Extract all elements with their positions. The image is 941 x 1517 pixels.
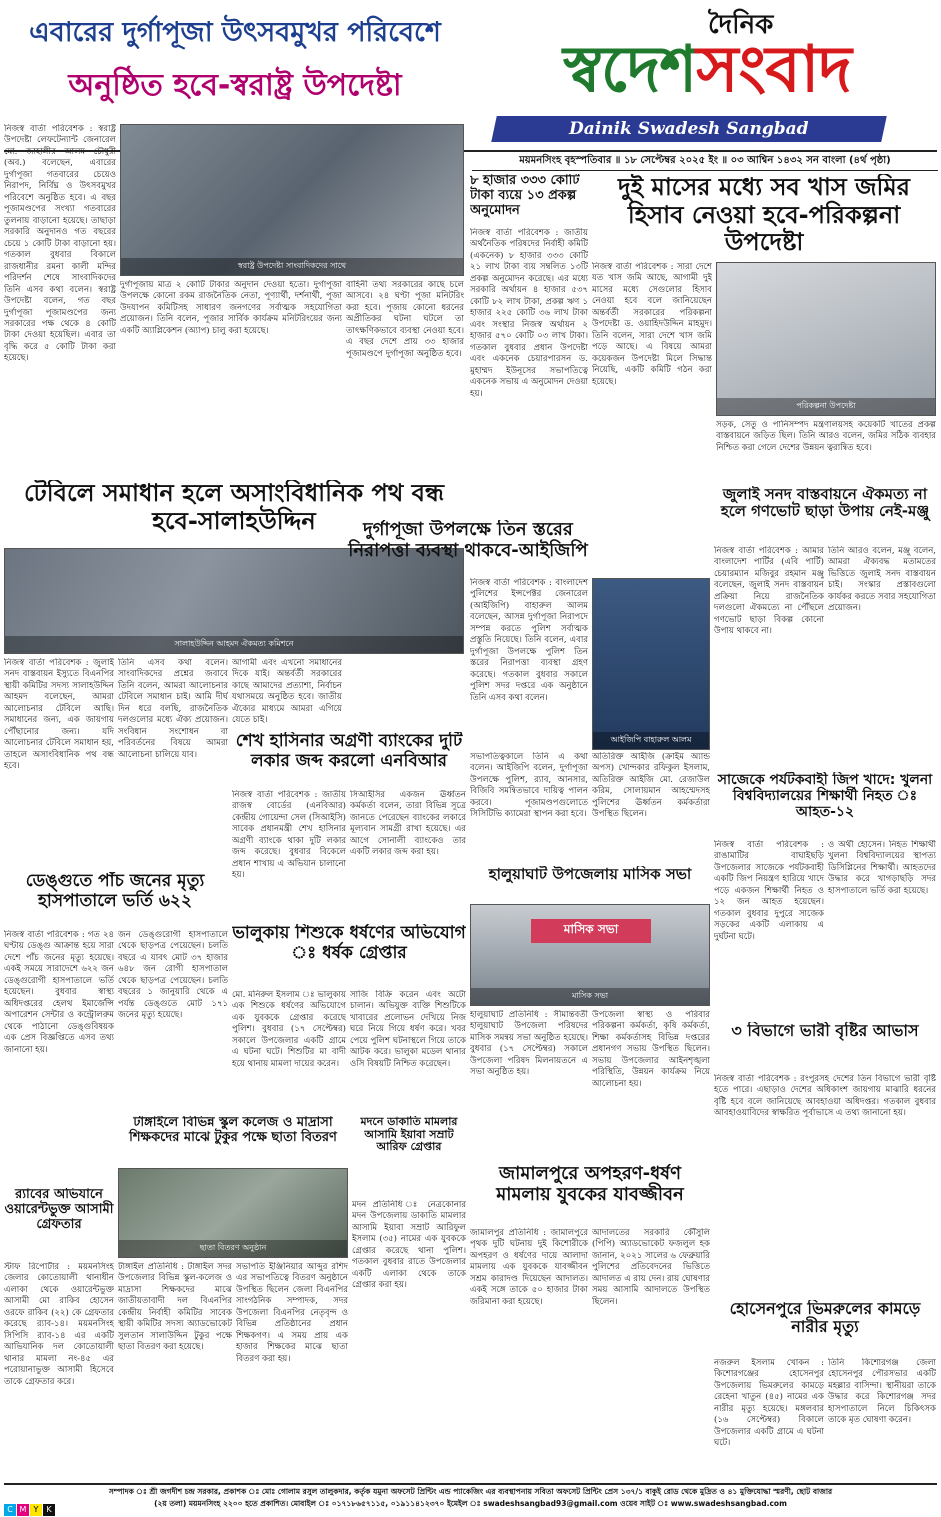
july-charter-body: নিজস্ব বার্তা পরিবেশক : আমার বাংলাদেশ পার্টির (এবি পার্টি) চেয়ারম্যান মজিবুর রহমান মঞ্জু বলেছেন, জুলাই সনদ বাস্তবায়ন প্রক্রিয়া নিয়ে রাজনৈতিক দলগুলো ঐকমত্যে না পৌঁছলে গণভোট ছাড়া বিকল্প কোনো উপায় থাকবে না। <box>714 546 824 637</box>
salahuddin-body2: তিনি এসব কথা বলেন। সাংবাদিকদের প্রশ্নের জবাবে তিনি বলেন, আমরা আলোচনার টেবিলে সমাধান চাই। আমি দীর্ঘ দিন ধরে বলছি, রাজনৈতিক দলগুলোর মধ্যে ঐক্য প্রয়োজন। সংবিধান সংশোধন বা পরিবর্তনের বিষয়ে আমরা আলোচনা চালিয়ে যাব। <box>118 658 228 760</box>
cmyk-m: M <box>17 1504 29 1516</box>
adviser-portrait-caption: পরিকল্পনা উপদেষ্টা <box>717 398 935 415</box>
khulna-body: নিজস্ব বার্তা পরিবেশক : রাঙামাটির বাঘাইছড়ি উপজেলার সাজেকে পর্যটকবাহী একটি জিপ নিয়ন্ত্রণ হারিয়ে খাদে পড়ে একজন শিক্ষার্থী নিহত ও ১২ জন আহত হয়েছেন। গতকাল বুধবার দুপুরে সাজেক সড়কের একটি এলাকায় এ দুর্ঘটনা ঘটে। <box>714 840 824 942</box>
dengue-headline: ডেঙ্গুতে পাঁচ জনের মৃত্যু হাসপাতালে ভর্তি ৬২২ <box>25 872 205 911</box>
jamalpur-headline: জামালপুরে অপহরণ-ধর্ষণ মামলায় যুবকের যাবজ্জীবন <box>496 1164 684 1205</box>
jamalpur-body: জামালপুর প্রতিনিধি : জামালপুরে পৃথক দুটি ঘটনায় দুই কিশোরীকে অপহরণ ও ধর্ষণের দায়ে আলাদা মামলায় এক যুবককে যাবজ্জীবন সশ্রম কারাদণ্ড দিয়েছেন আদালত। একই সঙ্গে তাকে ৫০ হাজার টাকা জরিমানা করা হয়েছে। <box>470 1228 588 1307</box>
projects-headline: ৮ হাজার ৩৩৩ কোটি টাকা ব্যয়ে ১৩ প্রকল্প অনুমোদন <box>470 174 580 218</box>
projects-body: নিজস্ব বার্তা পরিবেশক : জাতীয় অর্থনৈতিক পরিষদের নির্বাহী কমিটি (একনেক) ৮ হাজার ৩৩৩ কোটি ২১ লাখ টাকা ব্যয় সম্বলিত ১৩টি প্রকল্প অনুমোদন করেছে। এর মধ্যে সরকারি অর্থায়ন ৪ হাজার ৫৩৭ কোটি ৮২ লাখ টাকা, প্রকল্প ঋণ ১ হাজার ২২৫ কোটি ৩৬ লাখ টাকা এবং সংস্থার নিজস্ব অর্থায়ন ২ হাজার ৫৭০ কোটি ০৩ লাখ টাকা। গতকাল বুধবার প্রধান উপদেষ্টা এবং একনেক চেয়ারপারসন ড. মুহাম্মদ ইউনূসের সভাপতিত্বে একনেক সভায় এ অনুমোদন দেওয়া হয়। <box>470 228 588 399</box>
cmyk-y: Y <box>30 1504 42 1516</box>
dateline: ময়মনসিংহ বৃহস্পতিবার ॥ ১৮ সেপ্টেম্বর ২০২৫ ইং ॥ ০৩ আশ্বিন ১৪৩২ সন বাংলা (৪র্থ পৃষ্ঠা) <box>519 155 891 166</box>
masthead-logo <box>476 4 938 150</box>
bhaluka-body: মো. মনিরুল ইসলাম ঃ ভালুকায় এক শিশুকে ধর্ষণের অভিযোগে এক যুবককে গ্রেপ্তার করেছে পুলিশ। বুধবার (১৭ সেপ্টেম্বর) সকালে উপজেলার একটি গ্রামে এ ঘটনা ঘটে। শিশুটির মা বাদী হয়ে থানায় মামলা দায়ের করেন। <box>232 990 346 1069</box>
land-records-body: নিজস্ব বার্তা পরিবেশক : সারা দেশে যত খাস জমি আছে, আগামী দুই মাসের মধ্যে সেগুলোর হিসাব নেওয়া হবে বলে জানিয়েছেন অন্তর্বর্তী সরকারের পরিকল্পনা উপদেষ্টা ড. ওয়াহিদউদ্দিন মাহমুদ। তিনি বলেন, সারা দেশে খাস জমি পড়ে আছে। এ বিষয়ে আমরা কয়েকজন উপদেষ্টা মিলে সিদ্ধান্ত নিয়েছি, একটি কমিটি গঠন করা হয়েছে। <box>592 262 712 387</box>
salahuddin-body3: আগামী এবং এখনো সমাধানের দিকে যাই। অন্তর্বর্তী সরকারের কাছে আমাদের প্রত্যাশা, নির্বাচন যথাসময়ে অনুষ্ঠিত হবে। জাতীয় ঐক্যের মাধ্যমে আমরা এগিয়ে যেতে চাই। <box>232 658 342 726</box>
salahuddin-headline: টেবিলে সমাধান হলে অসাংবিধানিক পথ বন্ধ হবে-সালাহউদ্দিন <box>23 480 445 535</box>
hosenpur-body: নজরুল ইসলাম খোকন : কিশোরগঞ্জের হোসেনপুর উপজেলায় ভিমরুলের কামড়ে রেহেনা খাতুন (৪৫) নামের এক নারীর মৃত্যু হয়েছে। মঙ্গলবার (১৬ সেপ্টেম্বর) বিকালে উপজেলার একটি গ্রামে এ ঘটনা ঘটে। <box>714 1358 824 1449</box>
cmyk-c: C <box>4 1504 16 1516</box>
bhaluka-headline: ভালুকায় শিশুকে ধর্ষণের অভিযোগ ঃ ধর্ষক গ্রেপ্তার <box>232 924 466 963</box>
dengue-body: নিজস্ব বার্তা পরিবেশক : গত ২৪ ঘণ্টায় ডেঙ্গু আক্রান্ত হয়ে সারা দেশে পাঁচ জনের মৃত্যু হয়েছে। একই সময়ে সারাদেশে ৬২২ জন ডেঙ্গুরোগী হাসপাতালে ভর্তি হয়েছেন। বুধবার স্বাস্থ্য অধিদপ্তরের হেলথ ইমার্জেন্সি অপারেশন সেন্টার ও কন্ট্রোলরুম থেকে পাঠানো ডেঙ্গুবিষয়ক এক প্রেস বিজ্ঞপ্তিতে এসব তথ্য জানানো হয়। <box>4 930 114 1055</box>
puja-security-body2: সভাপতিত্বকালে তিনি এ কথা বলেন। আইজিপি বলেন, দুর্গাপূজা উপলক্ষে পুলিশ, র‍্যাব, আনসার, বিজিবি সমন্বিতভাবে দায়িত্ব পালন করবে। পূজামণ্ডপগুলোতে সিসিটিভি ক্যামেরা স্থাপন করা হবে। <box>470 752 588 820</box>
dengue-body2: জন ডেঙ্গুরোগী হাসপাতালে থেকে ছাড়পত্র পেয়েছেন। চলতি বছরে এ যাবৎ মোট ৩৭ হাজার ৬৪৮ জন রোগী হাসপাতাল থেকে ছাড়পত্র পেয়েছেন। চলতি বছরের ১ জানুয়ারি থেকে এ পর্যন্ত ডেঙ্গুতে মোট ১৭১ জনের মৃত্যু হয়েছে। <box>118 930 228 1021</box>
jamalpur-body2: আদালতের সরকারি কৌঁসুলি (পিপি) অ্যাডভোকেট ফজলুল হক জানান, ২০২১ সালের ৬ ফেব্রুয়ারি পুলিশের প্রতিবেদনের ভিত্তিতে আদালত এ রায় দেন। রায় ঘোষণার সময় আসামি আদালতে উপস্থিত ছিলেন। <box>592 1228 710 1307</box>
home-adviser-body3: বাহিনী তথ্য সরকারের কাছে চলে আসবে। ২৪ ঘণ্টা পূজা মনিটরিং করা হবে। পূজায় কোনো ধরনের অপ্রীতিকর ঘটনা ঘটলে তা তাৎক্ষণিকভাবে ব্যবস্থা নেওয়া হবে। এ বছর দেশে প্রায় ৩৩ হাজার পূজামণ্ডপে দুর্গাপূজা অনুষ্ঠিত হবে। <box>346 280 464 359</box>
footer-line1: সম্পাদক ঃ শ্রী জগদীশ চন্দ্র সরকার, প্রকাশক ঃ মোঃ গোলাম রসুল তালুকদার, কর্তৃক যমুনা অফসেট প্রিন্টিং এন্ড প্যাকেজিং এর ব্যবস্থাপনায় সবিতা অফসেট প্রিন্টিং প্রেস ১৩৭/১ বাকুই রোড থেকে মুদ্রিত ও ৪১ মুক্তিযোদ্ধা স্মরণী, ছোট বাজার <box>108 1487 833 1496</box>
hasina-bank-headline: শেখ হাসিনার অগ্রণী ব্যাংকের দুটি লকার জব্দ করলো এনবিআর <box>235 732 463 771</box>
tangail-body: টাঙ্গাইল প্রতিনিধি : টাঙ্গাইল সদর উপজেলার বিভিন্ন স্কুল-কলেজ ও মাদ্রাসা শিক্ষকদের মাঝে জাতীয়তাবাদী দল বিএনপির কেন্দ্রীয় নির্বাহী কমিটির সাবেক স্থায়ী কমিটির সদস্য অ্যাডভোকেট সুলতান সালাউদ্দিন টুকুর পক্ষে ছাতা বিতরণ করা হয়েছে। <box>118 1262 232 1353</box>
bhaluka-body2: সাজি বিক্রি করেন এবং অটো চালান। অভিযুক্ত ব্যক্তি শিশুটিকে খাবারের প্রলোভন দেখিয়ে নিজ ঘরে নিয়ে গিয়ে ধর্ষণ করে। খবর পেয়ে পুলিশ ঘটনাস্থলে গিয়ে তাকে আটক করে। ভালুকা মডেল থানার ওসি বিষয়টি নিশ্চিত করেছেন। <box>350 990 466 1069</box>
khulna-headline: সাজেকে পর্যটকবাহী জিপ খাদে: খুলনা বিশ্ববিদ্যালয়ের শিক্ষার্থী নিহত ঃ আহত-১২ <box>717 772 933 821</box>
top-headline-line1: এবারের দুর্গাপূজা উৎসবমুখর পরিবেশে <box>29 17 441 48</box>
rain-body: নিজস্ব বার্তা পরিবেশক : রংপুরসহ দেশের তিন বিভাগে ভারী বৃষ্টি হতে পারে। এছাড়াও দেশের অধিকাংশ জায়গায় মাঝারি ধরনের বৃষ্টি হবে বলে জানিয়েছে আবহাওয়া অধিদপ্তর। গতকাল বুধবার আবহাওয়াবিদের স্বাক্ষরিত পূর্বাভাসে এ তথ্য জানানো হয়। <box>714 1074 936 1119</box>
land-records-body2: সড়ক, সেতু ও পানিসম্পদ মন্ত্রণালয়সহ কয়েকটি খাতের প্রকল্প বাস্তবায়নে জড়িত ছিল। তিনি আরও বলেন, জমির সঠিক ব্যবহার নিশ্চিত করা গেলে দেশের উন্নয়ন ত্বরান্বিত হবে। <box>716 420 936 453</box>
masthead-english-banner <box>491 116 887 142</box>
hasina-bank-body: নিজস্ব বার্তা পরিবেশক : জাতীয় রাজস্ব বোর্ডের (এনবিআর) কেন্দ্রীয় গোয়েন্দা সেল (সিআইসি) সাবেক প্রধানমন্ত্রী শেখ হাসিনার অগ্রণী ব্যাংকে থাকা দুটি লকার জব্দ করেছে। বুধবার বিকেলে প্রধান শাখায় এ অভিযান চালানো হয়। <box>232 790 346 881</box>
warrant-body: স্টাফ রিপোর্টার : ময়মনসিংহ জেলার কোতোয়ালী থানাধীন এলাকা থেকে ওয়ারেন্টভুক্ত আসামী মো রাকিব হোসেন ওরফে রাকিব (২২) কে গ্রেফতার করেছে র‍্যাব-১৪। ময়মনসিংহ সিপিসি র‍্যাব-১৪ এর একটি আভিযানিক দল কোতোয়ালী থানার মামলা নং-৪৫ এর পরোয়ানাভুক্ত আসামী হিসেবে তাকে গ্রেফতার করে। <box>4 1262 114 1387</box>
top-headline-line2: অনুষ্ঠিত হবে-স্বরাষ্ট্র উপদেষ্টা <box>68 68 402 103</box>
footer-rule <box>4 1483 937 1485</box>
warrant-headline: র‍্যাবের অভিযানে ওয়ারেন্টভুক্ত আসামী গ্রেফতার <box>4 1188 114 1232</box>
salahuddin-photo-caption: সালাহউদ্দিন আহমদ ঐকমত্য কমিশনে <box>5 636 463 653</box>
dacoity-body: মদন প্রতিনিধি ঃ নেত্রকোনার মদন উপজেলায় ডাকাতি মামলার আসামি ইয়াবা সম্রাট আরিফুল ইসলাম (৩৫) নামের এক যুবককে গ্রেপ্তার করেছে থানা পুলিশ। গতকাল বুধবার রাতে উপজেলার একটি এলাকা থেকে তাকে গ্রেপ্তার করা হয়। <box>352 1200 466 1291</box>
adviser-portrait <box>716 262 936 416</box>
footer-imprint <box>4 1486 937 1510</box>
hosenpur-headline: হোসেনপুরে ভিমরুলের কামড়ে নারীর মৃত্যু <box>729 1300 921 1337</box>
masthead-name-part1: স্বদেশ <box>563 32 697 107</box>
home-adviser-body: নিজস্ব বার্তা পরিবেশক : স্বরাষ্ট্র উপদেষ্টা লেফটেন্যান্ট জেনারেল মো. জাহাঙ্গীর আলম চৌধুরী (অব.) বলেছেন, এবারের দুর্গাপূজা গতবারের চেয়েও নিরাপদ, নির্বিঘ্ন ও উৎসবমুখর পরিবেশে অনুষ্ঠিত হবে। এ বছর পূজামণ্ডপের সংখ্যা গতবারের তুলনায় বাড়ানো হয়েছে। তাছাড়া সরকারি অনুদানও গত বছরের চেয়ে ১ কোটি টাকা বাড়ানো হয়। গতকাল বুধবার বিকালে রাজধানীর রমনা কালী মন্দির পরিদর্শন শেষে সাংবাদিকদের তিনি এসব কথা বলেন। স্বরাষ্ট্র উপদেষ্টা বলেন, গত বছর দুর্গাপূজা পূজামণ্ডপের জন্য সরকারের পক্ষ থেকে ৪ কোটি টাকা দেওয়া হয়েছিল। এবার তা বৃদ্ধি করে ৫ কোটি টাকা করা হয়েছে। <box>4 124 116 364</box>
tangail-photo-caption: ছাতা বিতরণ অনুষ্ঠান <box>119 1240 347 1257</box>
haluaghat-photo <box>470 904 710 1006</box>
haluaghat-body: হালুয়াঘাট প্রতিনিধি : সীমান্তবর্তী হালুয়াঘাট উপজেলা পরিষদের মাসিক সমন্বয় সভা অনুষ্ঠিত হয়েছে। বুধবার (১৭ সেপ্টেম্বর) সকালে উপজেলা পরিষদ মিলনায়তনে এ সভা অনুষ্ঠিত হয়। <box>470 1010 588 1078</box>
haluaghat-photo-banner: মাসিক সভা <box>531 919 651 943</box>
home-adviser-photo <box>120 124 464 276</box>
puja-security-body3: অতিরিক্ত আইজি (ক্রাইম অ্যান্ড অপস) খোন্দকার রফিকুল ইসলাম, অতিরিক্ত আইজি মো. রেজাউল করিম, সোলায়মান আহম্মেদসহ পুলিশের ঊর্ধ্বতন কর্মকর্তারা উপস্থিত ছিলেন। <box>592 752 710 820</box>
puja-security-headline: দুর্গাপূজা উপলক্ষে তিন স্তরের নিরাপত্তা ব্যবস্থা থাকবে-আইজিপি <box>348 520 588 561</box>
tangail-body2: সভাপতি ইঞ্জিনিয়ার আব্দুর রশিদ এর সভাপতিত্বে বিতরণ অনুষ্ঠানে উপস্থিত ছিলেন জেলা বিএনপির সাংগঠনিক সম্পাদক, সদর উপজেলা বিএনপির নেতৃবৃন্দ ও বিভিন্ন প্রতিষ্ঠানের প্রধান শিক্ষকগণ। এ সময় প্রায় এক হাজার শিক্ষকের মাঝে ছাতা বিতরণ করা হয়। <box>236 1262 348 1364</box>
haluaghat-photo-caption: মাসিক সভা <box>471 988 709 1005</box>
hosenpur-body2: তিনি কিশোরগঞ্জ জেলা হোসেনপুর পৌরসভার একটি মহল্লার বাসিন্দা। স্থানীয়রা তাকে উদ্ধার করে কিশোরগঞ্জ সদর হাসপাতালে নিলে চিকিৎসক তাকে মৃত ঘোষণা করেন। <box>828 1358 936 1426</box>
home-adviser-photo-caption: স্বরাষ্ট্র উপদেষ্টা সাংবাদিকদের সাথে <box>121 258 463 275</box>
haluaghat-body2: উপজেলা স্বাস্থ্য ও পরিবার পরিকল্পনা কর্মকর্তা, কৃষি কর্মকর্তা, শিক্ষা কর্মকর্তাসহ বিভিন্ন দপ্তরের প্রধানগণ সভায় উপস্থিত ছিলেন। সভায় উপজেলার আইনশৃঙ্খলা পরিস্থিতি, উন্নয়ন কার্যক্রম নিয়ে আলোচনা হয়। <box>592 1010 710 1089</box>
haluaghat-headline: হালুয়াঘাট উপজেলায় মাসিক সভা <box>488 866 692 883</box>
tangail-photo <box>118 1168 348 1258</box>
puja-security-body: নিজস্ব বার্তা পরিবেশক : বাংলাদেশ পুলিশের ইন্সপেক্টর জেনারেল (আইজিপি) বাহারুল আলম বলেছেন, আসন্ন দুর্গাপূজা নিরাপদে সম্পন্ন করতে পুলিশ সর্বাত্মক প্রস্তুতি নিয়েছে। তিনি বলেন, এবার দুর্গাপূজা উপলক্ষে পুলিশ তিন স্তরের নিরাপত্তা ব্যবস্থা গ্রহণ করেছে। গতকাল বুধবার সকালে পুলিশ সদর দপ্তরে এক অনুষ্ঠানে তিনি এসব কথা বলেন। <box>470 578 588 703</box>
dateline-rule <box>472 170 938 171</box>
igp-portrait-caption: আইজিপি বাহারুল আলম <box>593 732 709 749</box>
masthead-english-name: Dainik Swadesh Sangbad <box>569 119 809 139</box>
top-headline <box>4 8 466 120</box>
land-records-headline: দুই মাসের মধ্যে সব খাস জমির হিসাব নেওয়া হবে-পরিকল্পনা উপদেষ্টা <box>618 174 910 257</box>
igp-portrait <box>592 578 710 750</box>
masthead-name-part2: সংবাদ <box>696 32 851 107</box>
cmyk-marks <box>4 1504 84 1516</box>
masthead-daily: দৈনিক <box>708 10 774 40</box>
tangail-headline: টাঙ্গাইলে বিভিন্ন স্কুল কলেজ ও মাদ্রাসা শিক্ষকদের মাঝে টুকুর পক্ষে ছাতা বিতরণ <box>129 1116 337 1145</box>
july-charter-body2: তিনি আরও বলেন, মঞ্জু বলেন, আমরা ঐক্যবদ্ধ মতামতের ভিত্তিতে জুলাই সনদ বাস্তবায়ন চাই। সংস্কার প্রস্তাবগুলো কার্যকর করতে সবার সহযোগিতা প্রয়োজন। <box>828 546 936 614</box>
footer-line2: (২য় তলা) ময়মনসিংহ ২২০০ হতে প্রকাশিত। মোবাইল ঃ ০১৭১৮৬৫৭১১৫, ০১৯১১৪১২৩৭০ ইমেইল ঃ swadeshsangbad93@gmail.com ওয়েব সাইট ঃ www.swadeshsangbad.com <box>154 1499 787 1508</box>
salahuddin-body: নিজস্ব বার্তা পরিবেশক : জুলাই সনদ বাস্তবায়ন ইস্যুতে বিএনপির স্থায়ী কমিটির সদস্য সালাহউদ্দিন আহমদ বলেছেন, আমরা আলোচনার টেবিলে আছি। সমাধানের জন্য, এক জায়গায় পৌঁছানোর জন্য। যদি আলোচনার টেবিলে সমাধান হয়, তাহলে অসাংবিধানিক পথ বন্ধ হবে। <box>4 658 114 772</box>
cmyk-k: K <box>43 1504 55 1516</box>
rain-headline: ৩ বিভাগে ভারী বৃষ্টির আভাস <box>731 1022 919 1040</box>
hasina-bank-body2: সিআইসির একজন ঊর্ধ্বতন কর্মকর্তা বলেন, তারা বিভিন্ন সূত্রে জানতে পেরেছেন ব্যাংকের লকারে মূল্যবান সামগ্রী রাখা হয়েছে। এর আগে সোনালী ব্যাংকেও তার একটি লকার জব্দ করা হয়। <box>350 790 466 858</box>
dacoity-headline: মদনে ডাকাতি মামলার আসামি ইয়াবা সম্রাট আরিফ গ্রেপ্তার <box>360 1116 458 1154</box>
home-adviser-body2: দুর্গাপূজায় মাত্র ২ কোটি টাকার অনুদান দেওয়া হতো। দুর্গাপূজা উপলক্ষে কোনো রকম রাজনৈতিক নেতা, পূণ্যার্থী, দর্শনার্থী, পূজা উদযাপন কমিটিসহ সাধারণ জনগণের সর্বাত্মক সহযোগিতা প্রয়োজন। তিনি বলেন, পূজার সার্বিক কার্যক্রম মনিটরিংয়ের জন্য একটি অ্যাপ্লিকেশন (অ্যাপ) চালু করা হয়েছে। <box>120 280 342 336</box>
july-charter-headline: জুলাই সনদ বাস্তবায়নে ঐকমত্য না হলে গণভোট ছাড়া উপায় নেই-মঞ্জু <box>720 486 930 521</box>
khulna-body2: ও অর্থী হোসেন। নিহত শিক্ষার্থী খুলনা বিশ্ববিদ্যালয়ের স্থাপত্য ডিসিপ্লিনের শিক্ষার্থী। আহতদের উদ্ধার করে খাগড়াছড়ি সদর হাসপাতালে ভর্তি করা হয়েছে। <box>828 840 936 896</box>
